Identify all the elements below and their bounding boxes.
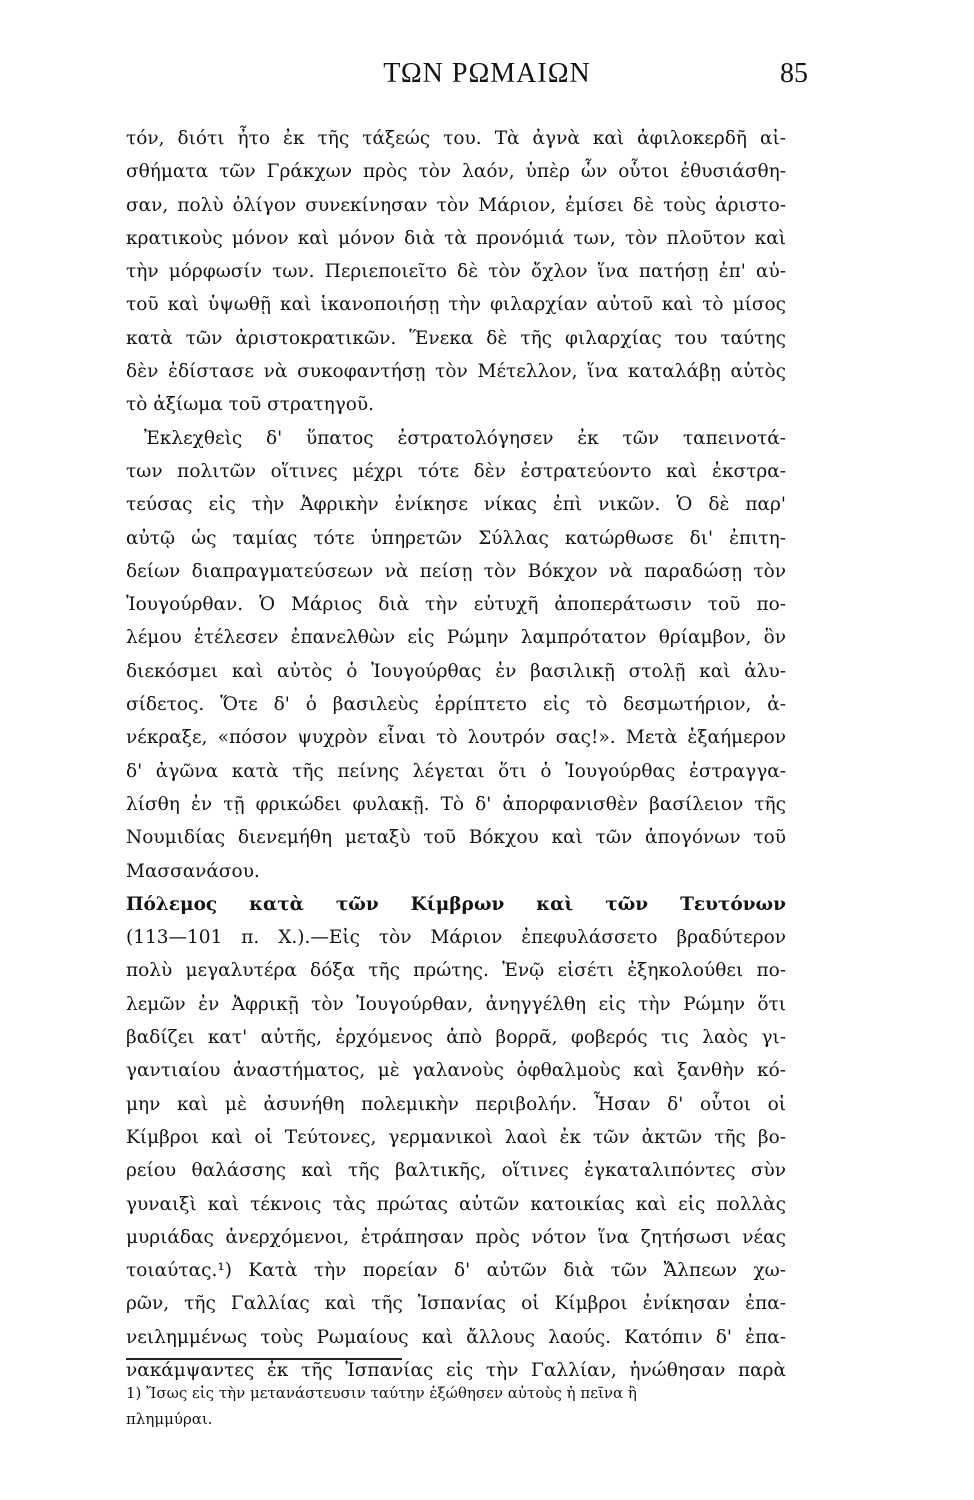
footnote-line: 1) Ἴσως εἰς τὴν μετανάστευσιν ταύτην ἐξώθησεν αὐτοὺς ἡ πεῖνα ἢ	[126, 1384, 637, 1402]
text-line: των πολιτῶν οἵτινες μέχρι τότε δὲν ἐστρατεύοντο καὶ ἐκστρα-	[126, 460, 786, 482]
text-line: Ἐκλεχθεὶς δ' ὕπατος ἐστρατολόγησεν ἐκ τῶν ταπεινοτά-	[144, 427, 786, 449]
footnote	[126, 1380, 786, 1432]
text-line: δ' ἀγῶνα κατὰ τῆς πείνης λέγεται ὅτι ὁ Ἰουγούρθας ἐστραγγα-	[126, 760, 786, 782]
text-line: τεύσας εἰς τὴν Ἀφρικὴν ἐνίκησε νίκας ἐπὶ νικῶν. Ὁ δὲ παρ'	[126, 494, 786, 516]
text-line: μυριάδας ἀνερχόμενοι, ἐτράπησαν πρὸς νότον ἵνα ζητήσωσι νέας	[126, 1226, 786, 1248]
text-line: ρείου θαλάσσης καὶ τῆς βαλτικῆς, οἵτινες ἐγκαταλιπόντες σὺν	[126, 1160, 786, 1182]
text-line: δὲν ἐδίστασε νὰ συκοφαντήσῃ τὸν Μέτελλον, ἵνα καταλάβῃ αὐτὸς	[126, 361, 786, 383]
text-line: τοῦ καὶ ὑψωθῇ καὶ ἱκανοποιήσῃ τὴν φιλαρχίαν αὐτοῦ καὶ τὸ μίσος	[126, 294, 786, 316]
text-line: νειλημμένως τοὺς Ρωμαίους καὶ ἄλλους λαούς. Κατόπιν δ' ἐπα-	[126, 1326, 786, 1348]
text-line: λίσθη ἐν τῇ φρικώδει φυλακῇ. Τὸ δ' ἀπορφανισθὲν βασίλειον τῆς	[126, 793, 786, 815]
text-line: σίδετος. Ὅτε δ' ὁ βασιλεὺς ἐρρίπτετο εἰς τὸ δεσμωτήριον, ἀ-	[126, 694, 786, 716]
text-line: σαν, πολὺ ὀλίγον συνεκίνησαν τὸν Μάριον, ἐμίσει δὲ τοὺς ἀριστο-	[126, 194, 786, 216]
text-line: νακάμψαντες ἐκ τῆς Ἱσπανίας εἰς τὴν Γαλλίαν, ἡνώθησαν παρὰ	[126, 1359, 786, 1381]
text-line: δείων διαπραγματεύσεων νὰ πείσῃ τὸν Βόκχον νὰ παραδώσῃ τὸν	[126, 560, 786, 582]
text-line: τοιαύτας.¹) Κατὰ τὴν πορείαν δ' αὐτῶν διὰ τῶν Ἄλπεων χω-	[126, 1260, 786, 1282]
running-title: ΤΩΝ ΡΩΜΑΙΩΝ	[383, 58, 591, 89]
text-line: βαδίζει κατ' αὐτῆς, ἐρχόμενος ἀπὸ βορρᾶ, φοβερός τις λαὸς γι-	[126, 1027, 786, 1049]
text-line: αὐτῷ ὡς ταμίας τότε ὑπηρετῶν Σύλλας κατώρθωσε δι' ἐπιτη-	[126, 527, 786, 549]
text-line: Ἰουγούρθαν. Ὁ Μάριος διὰ τὴν εὐτυχῆ ἀποπεράτωσιν τοῦ πο-	[126, 594, 786, 616]
text-line: μην καὶ μὲ ἀσυνήθη πολεμικὴν περιβολήν. Ἦσαν δ' οὗτοι οἱ	[126, 1093, 786, 1115]
text-line: ρῶν, τῆς Γαλλίας καὶ τῆς Ἱσπανίας οἱ Κίμβροι ἐνίκησαν ἐπα-	[126, 1293, 786, 1315]
text-line: λεμῶν ἐν Ἀφρικῇ τὸν Ἰουγούρθαν, ἀνηγγέλθη εἰς τὴν Ρώμην ὅτι	[126, 993, 786, 1015]
text-line: γυναιξὶ καὶ τέκνοις τὰς πρώτας αὐτῶν κατοικίας καὶ εἰς πολλὰς	[126, 1193, 786, 1215]
text-line: κρατικοὺς μόνον καὶ μόνον διὰ τὰ προνόμιά των, τὸν πλοῦτον καὶ	[126, 227, 786, 249]
page-number: 85	[780, 58, 808, 89]
text-line: διεκόσμει καὶ αὐτὸς ὁ Ἰουγούρθας ἐν βασιλικῇ στολῇ καὶ ἀλυ-	[126, 660, 786, 682]
text-line: νέκραξε, «πόσον ψυχρὸν εἶναι τὸ λουτρόν σας!». Μετὰ ἑξαήμερον	[126, 727, 786, 749]
running-head	[40, 58, 934, 98]
text-line: κατὰ τῶν ἀριστοκρατικῶν. Ἕνεκα δὲ τῆς φιλαρχίας του ταύτης	[126, 327, 786, 349]
text-line: τόν, διότι ἦτο ἐκ τῆς τάξεώς του. Τὰ ἀγνὰ καὶ ἀφιλοκερδῆ αἰ-	[126, 128, 786, 149]
text-line: τὴν μόρφωσίν των. Περιεποιεῖτο δὲ τὸν ὄχλον ἵνα πατήσῃ ἐπ' αὐ-	[126, 261, 786, 283]
text-line: Νουμιδίας διενεμήθη μεταξὺ τοῦ Βόκχου καὶ τῶν ἀπογόνων τοῦ	[126, 827, 786, 849]
footnote-line: πλημμύραι.	[126, 1410, 213, 1428]
body-text	[126, 122, 786, 1387]
text-line: πολὺ μεγαλυτέρα δόξα τῆς πρώτης. Ἐνῷ εἰσέτι ἐξηκολούθει πο-	[126, 960, 786, 982]
footnote-divider	[126, 1358, 402, 1360]
text-line: Κίμβροι καὶ οἱ Τεύτονες, γερμανικοὶ λαοὶ ἐκ τῶν ἀκτῶν τῆς βο-	[126, 1126, 786, 1148]
text-line: (113—101 π. Χ.).—Εἰς τὸν Μάριον ἐπεφυλάσσετο βραδύτερον	[126, 927, 786, 949]
text-line: γαντιαίου ἀναστήματος, μὲ γαλανοὺς ὀφθαλμοὺς καὶ ξανθὴν κό-	[126, 1060, 786, 1082]
text-line: τὸ ἀξίωμα τοῦ στρατηγοῦ.	[126, 394, 375, 416]
text-line: λέμου ἐτέλεσεν ἐπανελθὼν εἰς Ρώμην λαμπρότατον θρίαμβον, ὃν	[126, 627, 786, 649]
section-heading: Πόλεμος κατὰ τῶν Κίμβρων καὶ τῶν Τευτόνων	[126, 893, 786, 915]
text-line: Μασσανάσου.	[126, 860, 260, 882]
text-line: σθήματα τῶν Γράκχων πρὸς τὸν λαόν, ὑπὲρ ὧν οὗτοι ἐθυσιάσθη-	[126, 161, 786, 183]
